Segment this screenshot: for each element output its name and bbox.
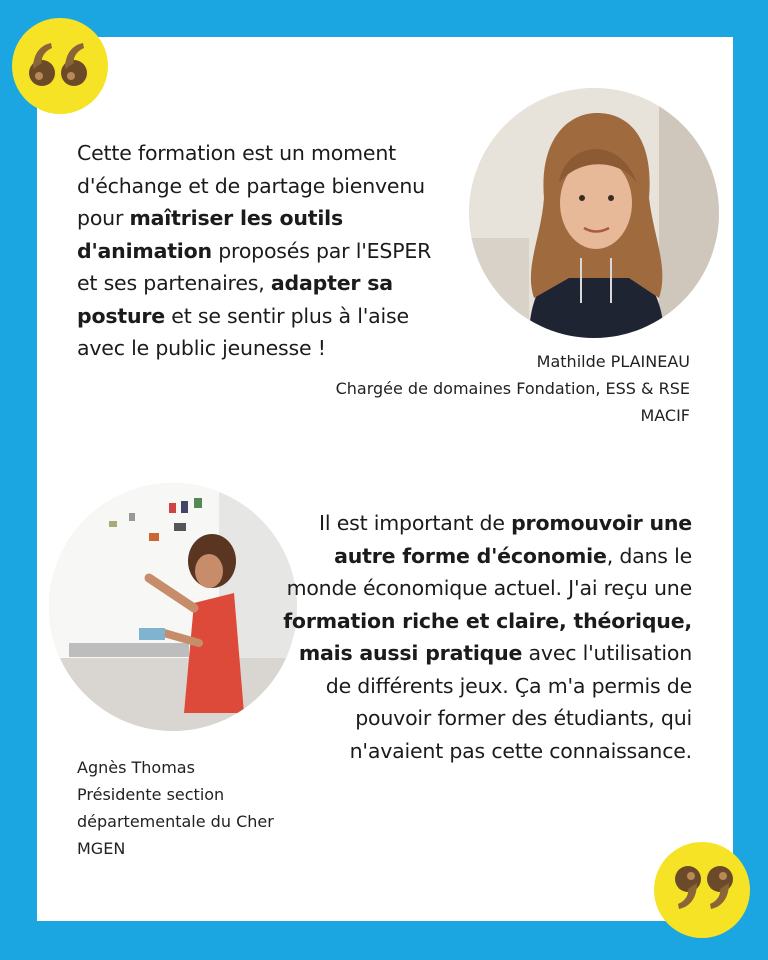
open-quote-icon	[25, 39, 95, 93]
quote-2-part-3: , dans le monde économique actuel. J'ai reçu une	[286, 543, 692, 600]
close-quote-icon	[667, 863, 737, 917]
person-1-org: MACIF	[640, 406, 690, 425]
close-quote-badge	[654, 842, 750, 938]
person-1-name: Mathilde PLAINEAU	[536, 352, 690, 371]
quote-1-part-5: et se sentir plus à l'aise avec le public jeunesse !	[77, 303, 409, 360]
person-1-role: Chargée de domaines Fondation, ESS & RSE	[335, 379, 690, 398]
quote-2-part-5: avec l'utilisation de différents jeux. Ça m'a permis de pouvoir former des étudiants, qui n'avaient pas cette connaissance.	[325, 641, 692, 763]
testimonial-2-quote	[272, 507, 692, 767]
open-quote-badge	[12, 18, 108, 114]
person-2-role-line-1: Présidente section	[77, 785, 225, 804]
quote-1-part-1: Cette formation est un moment d'échange et de partage bienvenu pour	[77, 141, 425, 230]
person-2-name: Agnès Thomas	[77, 758, 195, 777]
testimonial-1-quote	[77, 137, 437, 365]
person-2-caption	[77, 754, 274, 862]
person-2-role-line-2: départementale du Cher	[77, 812, 274, 831]
quote-1-part-4: adapter sa posture	[77, 271, 393, 328]
quote-2-part-4: formation riche et claire, théorique, mais aussi pratique	[283, 608, 692, 665]
photo-mathilde	[469, 88, 719, 338]
quote-2-part-2: promouvoir une autre forme d'économie	[334, 511, 692, 568]
quote-2-part-1: Il est important de	[319, 511, 512, 535]
person-2-org: MGEN	[77, 839, 126, 858]
photo-agnes	[49, 483, 297, 731]
quote-1-part-3: proposés par l'ESPER et ses partenaires,	[77, 238, 432, 295]
person-1-caption	[336, 348, 690, 429]
quote-1-part-2: maîtriser les outils d'animation	[77, 206, 344, 263]
